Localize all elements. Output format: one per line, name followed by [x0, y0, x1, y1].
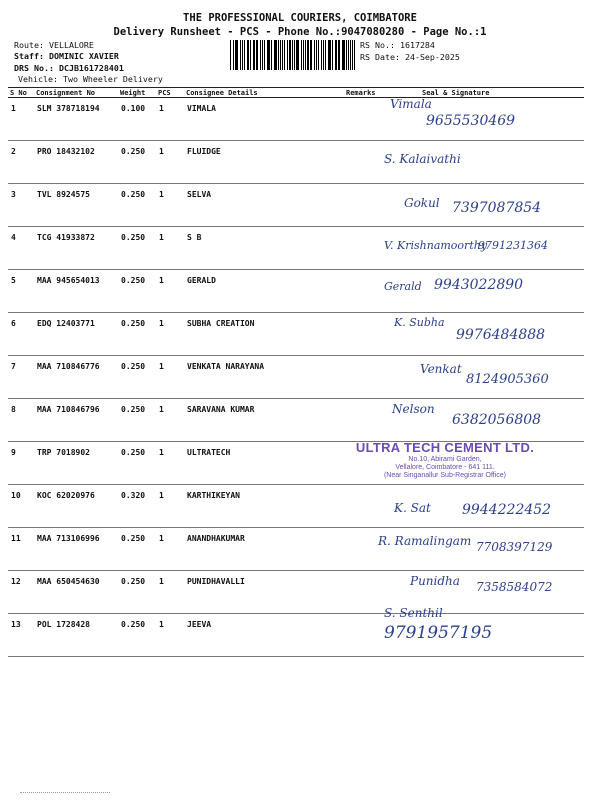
cell-remarks: [344, 485, 396, 528]
cell-consignment-no: POL 1728428: [37, 620, 90, 629]
cell-weight: 0.250: [121, 319, 146, 328]
cell-consignee: ANANDHAKUMAR: [187, 534, 245, 543]
cell-consignee: PUNIDHAVALLI: [187, 577, 245, 586]
cell-remarks: [344, 184, 396, 227]
header-sno: S No: [10, 88, 27, 97]
cell-weight: 0.250: [121, 276, 146, 285]
cell-sno: 2: [11, 147, 16, 156]
stamp-note: (Near Singanallur Sub-Registrar Office): [383, 472, 507, 479]
barcode: [230, 40, 356, 70]
cell-weight: 0.320: [121, 491, 146, 500]
cell-remarks: [344, 313, 396, 356]
header-consignment: Consignment No: [36, 88, 96, 97]
cell-consignment-no: TVL 8924575: [37, 190, 90, 199]
header-remarks: Remarks: [346, 88, 376, 97]
cell-consignee: SARAVANA KUMAR: [187, 405, 255, 414]
cell-consignment-no: MAA 945654013: [37, 276, 100, 285]
signature-12-phone: 7358584072: [476, 580, 553, 594]
cell-consignment-no: PRO 18432102: [37, 147, 95, 156]
drs-number: DRS No.: DCJB161728401: [14, 63, 124, 73]
rs-date: RS Date: 24-Sep-2025: [360, 52, 460, 62]
signature-10-name: K. Sat: [394, 501, 431, 515]
footer-mark: [20, 792, 110, 793]
table-header-row: [8, 88, 584, 98]
cell-pcs: 1: [159, 362, 164, 371]
cell-remarks: [344, 399, 396, 442]
table-row: [8, 141, 584, 184]
cell-sno: 10: [11, 491, 21, 500]
cell-weight: 0.250: [121, 534, 146, 543]
signature-4-phone: 9791231364: [478, 239, 548, 252]
cell-pcs: 1: [159, 491, 164, 500]
signature-7-name: Venkat: [420, 362, 462, 376]
signature-11-phone: 7708397129: [476, 540, 553, 554]
cell-consignment-no: MAA 710846776: [37, 362, 100, 371]
signature-13-name: S. Senthil: [384, 606, 443, 620]
cell-sno: 6: [11, 319, 16, 328]
cell-consignee: JEEVA: [187, 620, 212, 629]
signature-3-name: Gokul: [404, 196, 440, 210]
cell-consignment-no: MAA 710846796: [37, 405, 100, 414]
cell-consignee: SELVA: [187, 190, 212, 199]
cell-pcs: 1: [159, 104, 164, 113]
cell-consignee: GERALD: [187, 276, 216, 285]
header-pcs: PCS: [158, 88, 171, 97]
signature-13-phone: 9791957195: [384, 623, 493, 643]
signature-5-name: Gerald: [384, 280, 422, 293]
cell-consignee: SUBHA CREATION: [187, 319, 255, 328]
cell-sno: 9: [11, 448, 16, 457]
cell-consignee: VIMALA: [187, 104, 216, 113]
cell-pcs: 1: [159, 319, 164, 328]
cell-weight: 0.250: [121, 190, 146, 199]
rs-number: RS No.: 1617284: [360, 40, 435, 50]
cell-weight: 0.250: [121, 233, 146, 242]
cell-consignee: FLUIDGE: [187, 147, 221, 156]
table-row: [8, 614, 584, 657]
cell-weight: 0.250: [121, 620, 146, 629]
cell-weight: 0.250: [121, 147, 146, 156]
cell-consignee: KARTHIKEYAN: [187, 491, 240, 500]
cell-consignee: S B: [187, 233, 202, 242]
company-seal-stamp: [352, 440, 538, 479]
cell-consignment-no: TCG 41933872: [37, 233, 95, 242]
cell-pcs: 1: [159, 233, 164, 242]
signature-12-name: Punidha: [410, 574, 460, 588]
cell-consignment-no: EDQ 12403771: [37, 319, 95, 328]
header-consignee: Consignee Details: [186, 88, 258, 97]
cell-consignment-no: MAA 650454630: [37, 577, 100, 586]
cell-weight: 0.250: [121, 448, 146, 457]
signature-1-phone: 9655530469: [426, 113, 516, 129]
cell-consignment-no: MAA 713106996: [37, 534, 100, 543]
cell-consignment-no: KOC 62020976: [37, 491, 95, 500]
stamp-city: Vellalore, Coimbatore - 641 111.: [395, 464, 495, 471]
cell-sno: 3: [11, 190, 16, 199]
header-signature: Seal & Signature: [422, 88, 490, 97]
signature-10-phone: 9944222452: [462, 502, 552, 518]
company-title: THE PROFESSIONAL COURIERS, COIMBATORE: [183, 12, 417, 24]
cell-sno: 11: [11, 534, 21, 543]
cell-pcs: 1: [159, 276, 164, 285]
cell-weight: 0.100: [121, 104, 146, 113]
cell-pcs: 1: [159, 534, 164, 543]
cell-weight: 0.250: [121, 362, 146, 371]
stamp-address: No.10, Abirami Garden,: [408, 456, 482, 463]
cell-sno: 8: [11, 405, 16, 414]
header-weight: Weight: [120, 88, 146, 97]
signature-8-phone: 6382056808: [452, 412, 542, 428]
cell-sno: 1: [11, 104, 16, 113]
signature-2-name: S. Kalaivathi: [384, 152, 461, 166]
cell-sno: 4: [11, 233, 16, 242]
signature-1-name: Vimala: [390, 97, 432, 111]
cell-sno: 13: [11, 620, 21, 629]
cell-sno: 7: [11, 362, 16, 371]
signature-6-name: K. Subha: [394, 316, 445, 329]
cell-consignee: ULTRATECH: [187, 448, 231, 457]
signature-5-phone: 9943022890: [434, 277, 524, 293]
route-label: Route: VELLALORE: [14, 40, 94, 50]
signature-11-name: R. Ramalingam: [378, 534, 472, 548]
cell-pcs: 1: [159, 620, 164, 629]
cell-sno: 5: [11, 276, 16, 285]
cell-remarks: [344, 98, 396, 141]
signature-3-phone: 7397087854: [452, 200, 542, 216]
vehicle-label: Vehicle: Two Wheeler Delivery: [18, 74, 163, 84]
cell-weight: 0.250: [121, 577, 146, 586]
cell-pcs: 1: [159, 577, 164, 586]
cell-weight: 0.250: [121, 405, 146, 414]
stamp-company: ULTRA TECH CEMENT LTD.: [355, 440, 535, 455]
cell-consignee: VENKATA NARAYANA: [187, 362, 265, 371]
staff-label: Staff: DOMINIC XAVIER: [14, 51, 119, 61]
cell-pcs: 1: [159, 405, 164, 414]
signature-8-name: Nelson: [392, 402, 435, 416]
cell-pcs: 1: [159, 448, 164, 457]
cell-consignment-no: TRP 7018902: [37, 448, 90, 457]
signature-7-phone: 8124905360: [466, 372, 549, 387]
cell-pcs: 1: [159, 147, 164, 156]
cell-remarks: [344, 356, 396, 399]
signature-6-phone: 9976484888: [456, 327, 546, 343]
cell-consignment-no: SLM 378718194: [37, 104, 100, 113]
cell-sno: 12: [11, 577, 21, 586]
runsheet-subtitle: Delivery Runsheet - PCS - Phone No.:9047080280 - Page No.:1: [113, 26, 487, 38]
signature-4-name: V. Krishnamoorthy: [384, 239, 488, 252]
cell-pcs: 1: [159, 190, 164, 199]
